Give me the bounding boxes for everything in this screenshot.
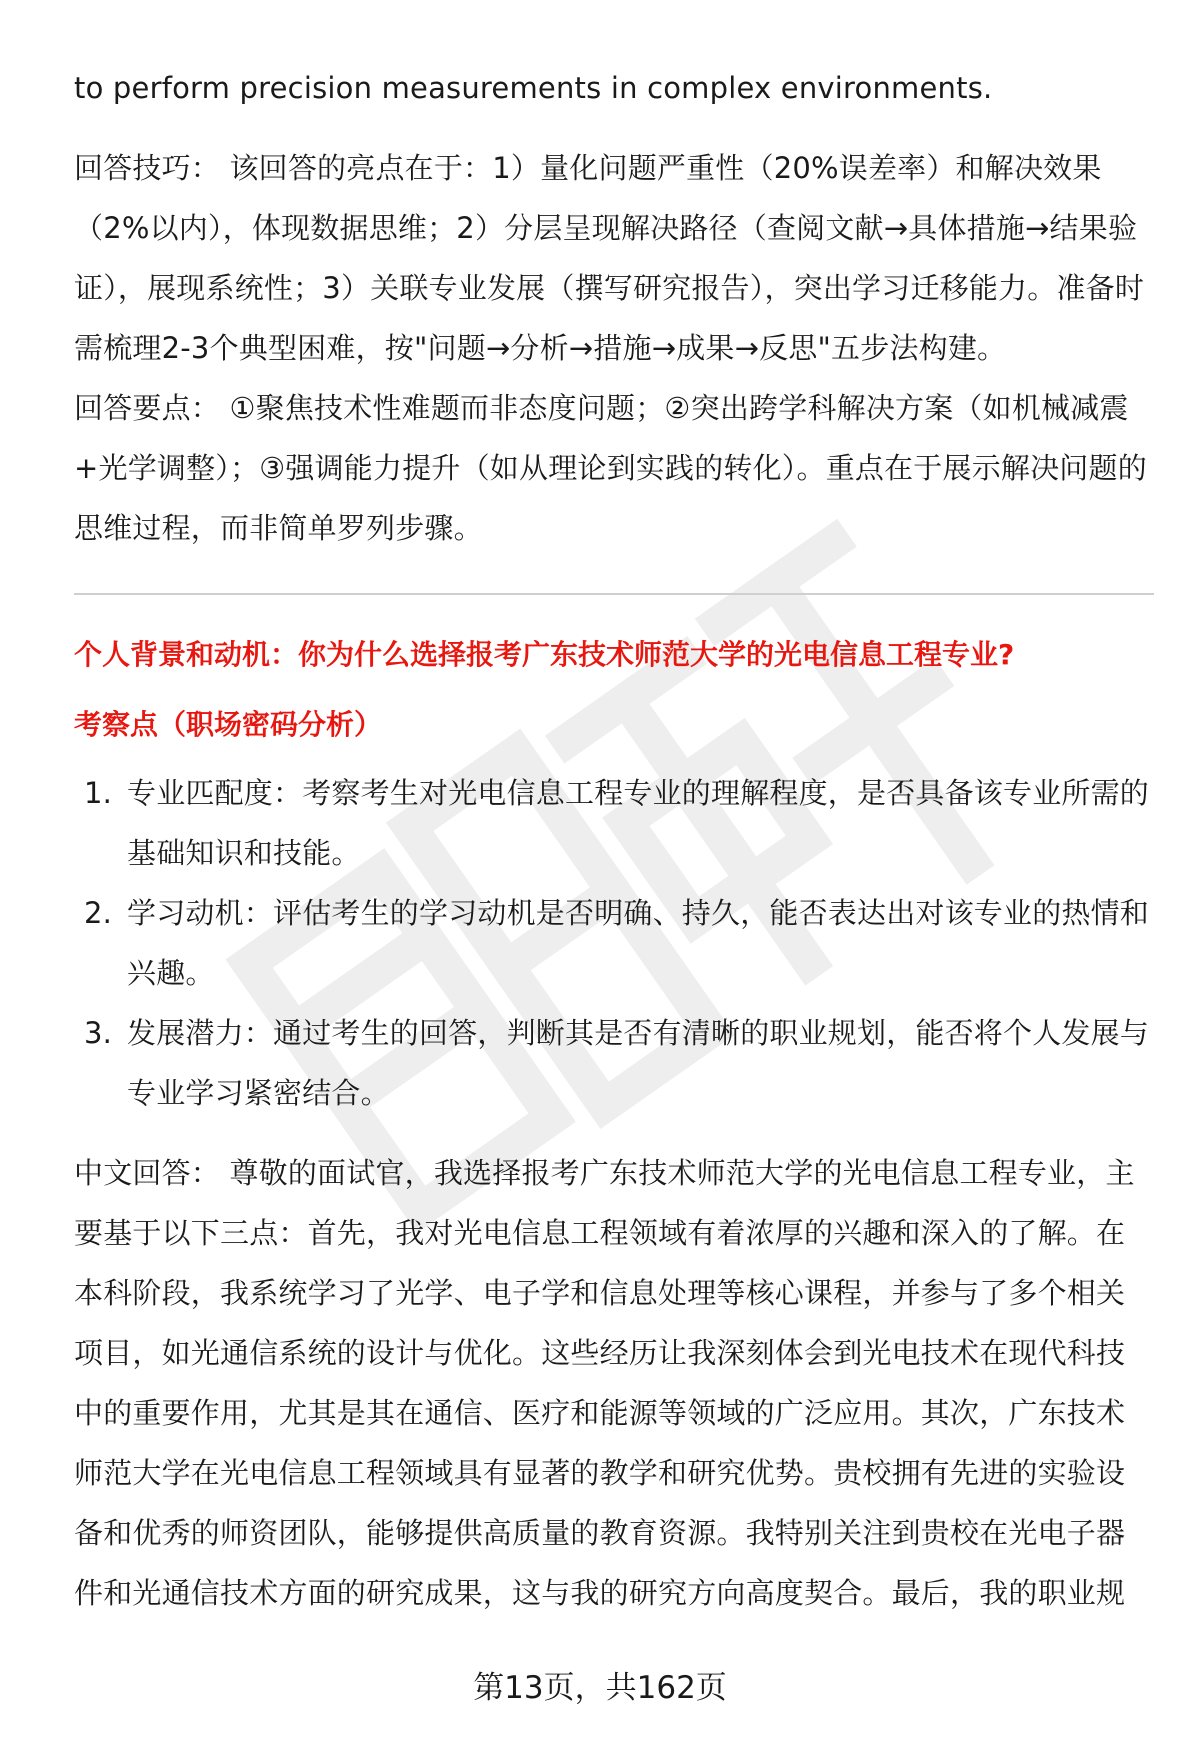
section-divider [74,593,1154,595]
key-points-text: ①聚焦技术性难题而非态度问题；②突出跨学科解决方案（如机械减震+光学调整）；③强调能力提升（如从理论到实践的转化）。重点在于展示解决问题的思维过程，而非简单罗列步骤。 [74,391,1147,545]
document-content [74,58,1154,1623]
page-number-footer: 第13页，共162页 [473,1670,727,1706]
key-points-label: 回答要点： [74,391,221,425]
exam-points-title: 考察点（职场密码分析） [74,708,383,741]
list-item [74,1003,1154,1123]
list-item-number: 3. [84,1016,113,1050]
intro-line: to perform precision measurements in complex environments. [74,71,993,105]
tips-text: 该回答的亮点在于：1）量化问题严重性（20%误差率）和解决效果（2%以内），体现数据思维；2）分层呈现解决路径（查阅文献→具体措施→结果验证），展现系统性；3）关联专业发展（撰写研究报告），突出学习迁移能力。准备时需梳理2-3个典型困难，按"问题→分析→措施→成果→反思"五步法构建。 [74,151,1145,365]
list-item-number: 1. [84,776,113,810]
list-item [74,763,1154,883]
key-points-paragraph [74,378,1154,558]
tips-label: 回答技巧： [74,151,221,185]
list-item-text: 学习动机：评估考生的学习动机是否明确、持久，能否表达出对该专业的热情和兴趣。 [127,896,1150,990]
chinese-answer-text: 尊敬的面试官，我选择报考广东技术师范大学的光电信息工程专业，主要基于以下三点：首先，我对光电信息工程领域有着浓厚的兴趣和深入的了解。在本科阶段，我系统学习了光学、电子学和信息处理等核心课程，并参与了多个相关项目，如光通信系统的设计与优化。这些经历让我深刻体会到光电技术在现代科技中的重要作用，尤其是其在通信、医疗和能源等领域的广泛应用。其次，广东技术师范大学在光电信息工程领域具有显著的教学和研究优势。贵校拥有先进的实验设备和优秀的师资团队，能够提供高质量的教育资源。我特别关注到贵校在光电子器件和光通信技术方面的研究成果，这与我的研究方向高度契合。最后，我的职业规 [74,1156,1135,1610]
chinese-answer-label: 中文回答： [74,1156,221,1190]
list-item-number: 2. [84,896,113,930]
chinese-answer-paragraph [74,1143,1154,1623]
question-title: 个人背景和动机：你为什么选择报考广东技术师范大学的光电信息工程专业? [74,638,1015,671]
exam-points-list [74,763,1154,1123]
list-item-text: 发展潜力：通过考生的回答，判断其是否有清晰的职业规划，能否将个人发展与专业学习紧密结合。 [127,1016,1150,1110]
list-item [74,883,1154,1003]
tips-paragraph [74,138,1154,378]
list-item-text: 专业匹配度：考察考生对光电信息工程专业的理解程度，是否具备该专业所需的基础知识和技能。 [127,776,1150,870]
